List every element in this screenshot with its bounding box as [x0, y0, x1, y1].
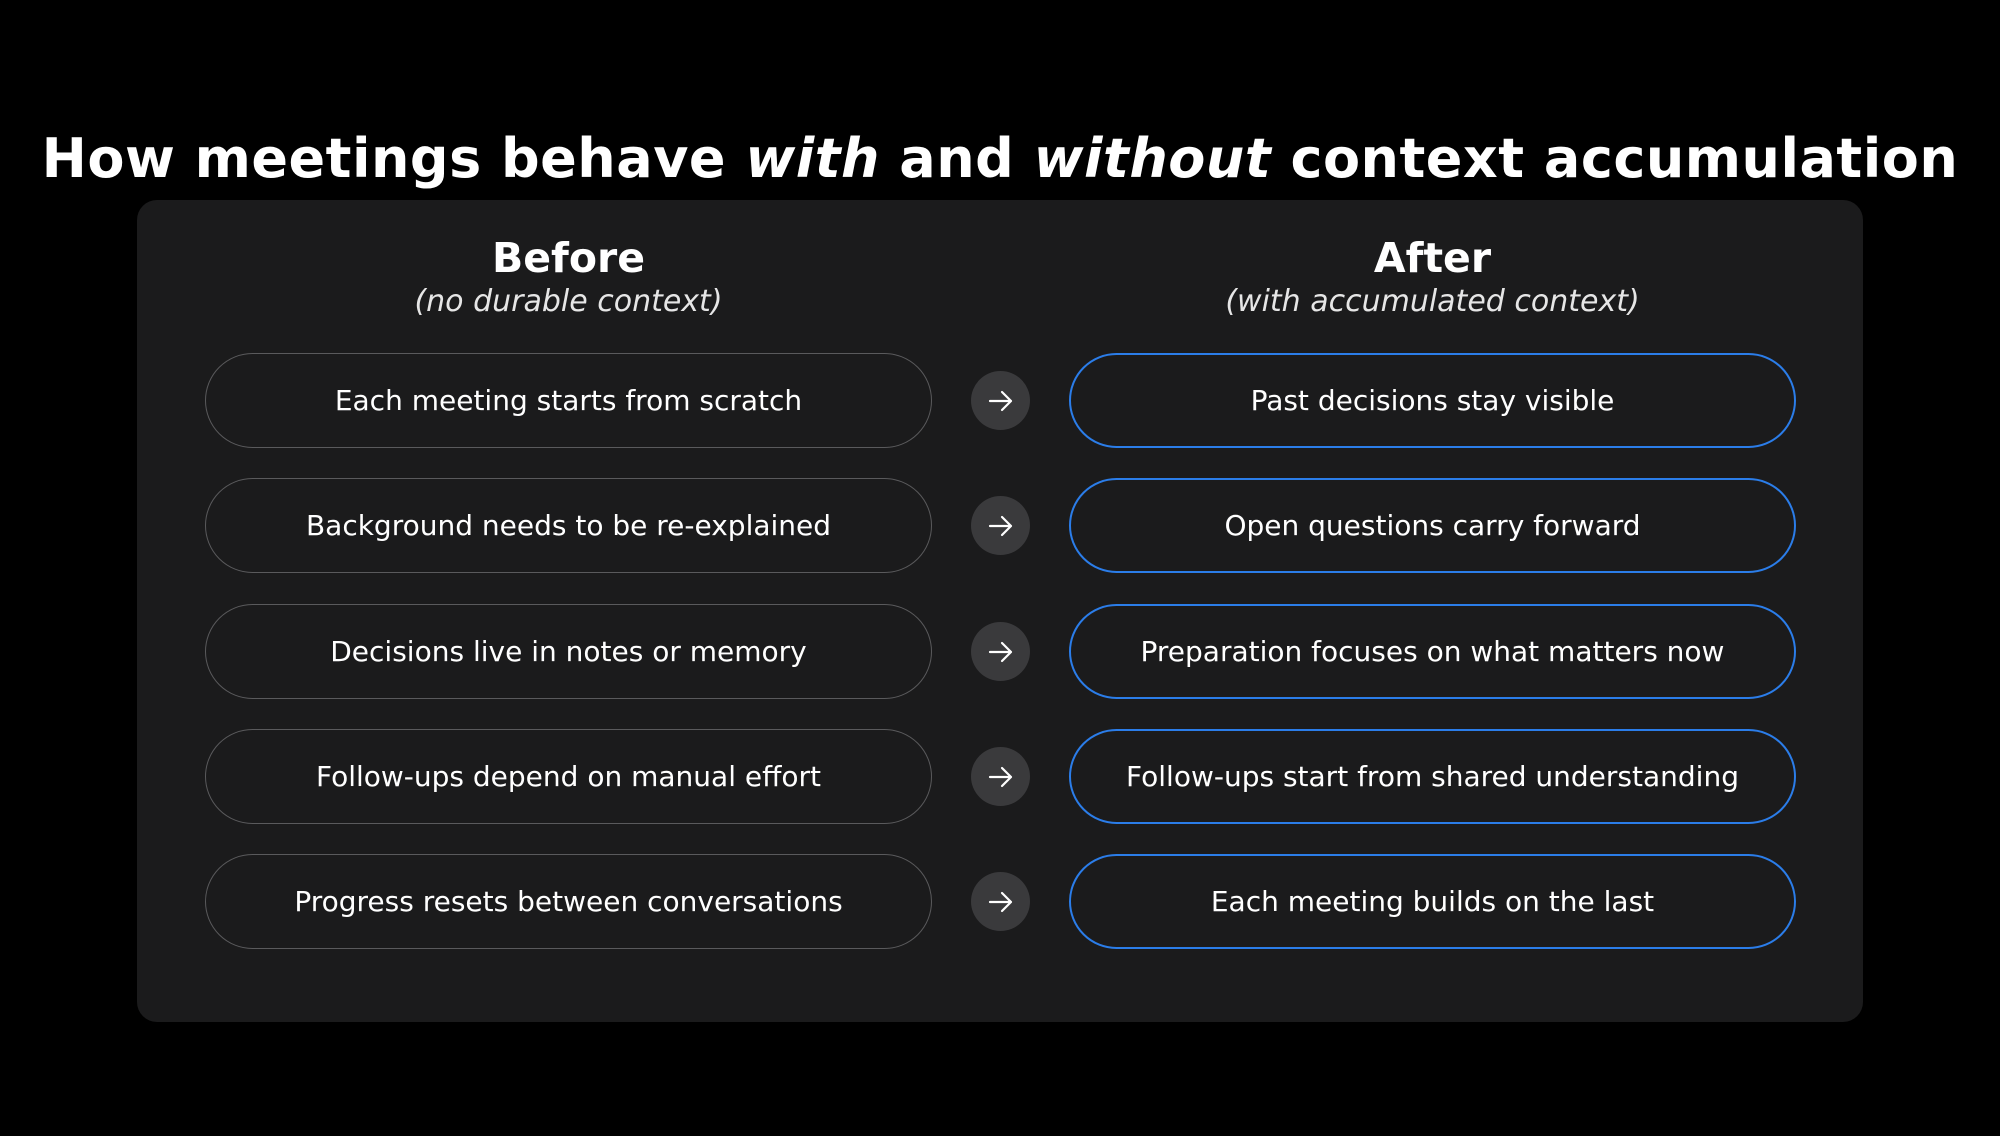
after-column-heading: [1069, 232, 1796, 322]
comparison-row: [205, 854, 1796, 949]
arrow-right-icon: [971, 496, 1030, 555]
arrow-right-icon: [971, 747, 1030, 806]
after-item: Open questions carry forward: [1069, 478, 1796, 573]
after-item: Past decisions stay visible: [1069, 353, 1796, 448]
before-item: Background needs to be re-explained: [205, 478, 932, 573]
after-item: Preparation focuses on what matters now: [1069, 604, 1796, 699]
title-emphasis-with: with: [745, 127, 880, 191]
arrow-right-icon: [971, 872, 1030, 931]
after-item: Each meeting builds on the last: [1069, 854, 1796, 949]
before-item: Each meeting starts from scratch: [205, 353, 932, 448]
title-emphasis-without: without: [1033, 127, 1272, 191]
title-part-3: context accumulation: [1271, 127, 1959, 191]
comparison-row: [205, 353, 1796, 448]
title-part-1: How meetings behave: [41, 127, 746, 191]
before-column-heading: [205, 232, 932, 322]
before-subtitle: (no durable context): [414, 284, 723, 319]
page-title: [0, 124, 2000, 194]
arrow-right-icon: [971, 371, 1030, 430]
comparison-row: [205, 604, 1796, 699]
after-item: Follow-ups start from shared understanding: [1069, 729, 1796, 824]
before-item: Follow-ups depend on manual effort: [205, 729, 932, 824]
title-part-2: and: [879, 127, 1034, 191]
after-subtitle: (with accumulated context): [1225, 284, 1640, 319]
comparison-row: [205, 729, 1796, 824]
before-item: Decisions live in notes or memory: [205, 604, 932, 699]
after-title: After: [1373, 234, 1492, 282]
comparison-row: [205, 478, 1796, 573]
before-title: Before: [491, 234, 646, 282]
arrow-right-icon: [971, 622, 1030, 681]
before-item: Progress resets between conversations: [205, 854, 932, 949]
